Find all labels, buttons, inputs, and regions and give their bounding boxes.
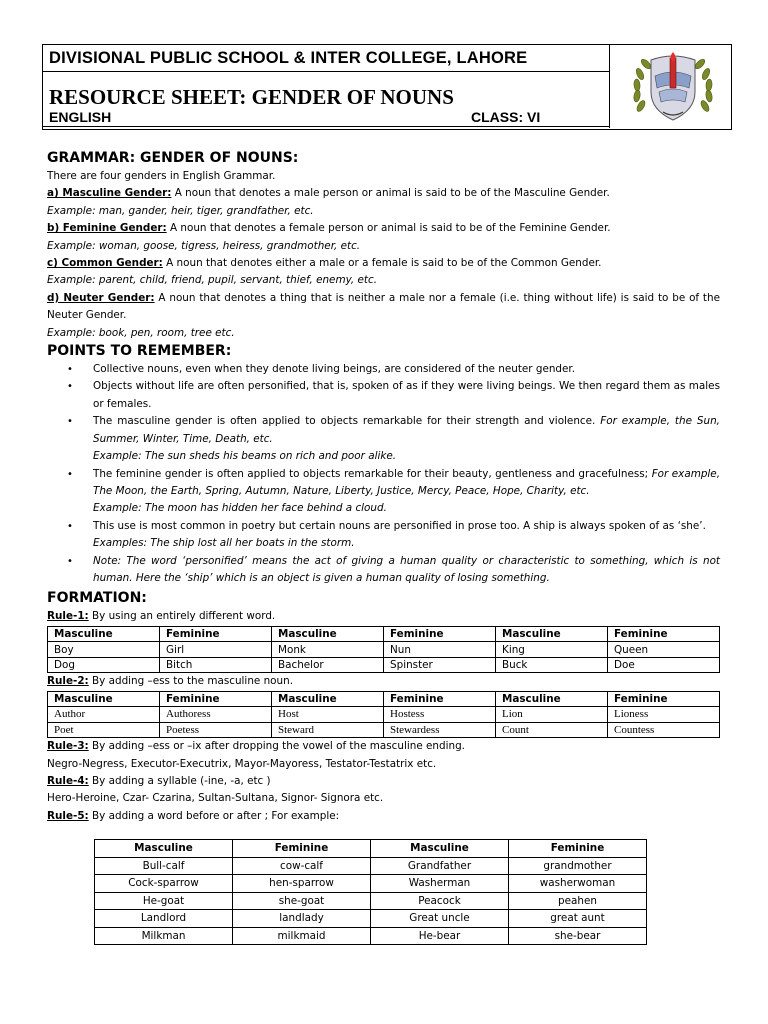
table-cell: great aunt bbox=[509, 910, 647, 928]
rule-label: Rule-1: bbox=[47, 610, 89, 623]
column-header: Feminine bbox=[608, 691, 720, 707]
column-header: Masculine bbox=[272, 691, 384, 707]
content bbox=[47, 150, 720, 945]
points-list bbox=[47, 361, 720, 587]
table-cell: Cock-sparrow bbox=[95, 875, 233, 893]
table-cell: peahen bbox=[509, 892, 647, 910]
common-example: Example: parent, child, friend, pupil, servant, thief, enemy, etc. bbox=[47, 274, 378, 287]
table-cell: milkmaid bbox=[233, 927, 371, 945]
table-header-row bbox=[95, 840, 647, 858]
table-cell: Hostess bbox=[384, 707, 496, 723]
rule-label: Rule-5: bbox=[47, 809, 89, 822]
points-heading: POINTS TO REMEMBER: bbox=[47, 343, 232, 360]
point-examples: For example, the Sun, Summer, Winter, Time, Death, etc. bbox=[93, 415, 720, 445]
table-cell: King bbox=[496, 642, 608, 658]
table-cell: she-bear bbox=[509, 927, 647, 945]
header-box bbox=[42, 44, 732, 130]
table-cell: Grandfather bbox=[371, 857, 509, 875]
rule-2 bbox=[47, 673, 720, 690]
table-cell: He-goat bbox=[95, 892, 233, 910]
table-row bbox=[48, 642, 720, 658]
formation-heading: FORMATION: bbox=[47, 590, 147, 607]
point-item: • Objects without life are often personified, that is, spoken of as if they were living beings. We then regard them as males or females. bbox=[93, 378, 720, 413]
table-cell: Spinster bbox=[384, 657, 496, 673]
table-cell: Lioness bbox=[608, 707, 720, 723]
table-cell: Stewardess bbox=[384, 722, 496, 738]
column-header: Feminine bbox=[233, 840, 371, 858]
feminine-text: A noun that denotes a female person or animal is said to be of the Feminine Gender. bbox=[166, 222, 611, 235]
table-cell: Lion bbox=[496, 707, 608, 723]
header-text-panel bbox=[43, 45, 610, 128]
column-header: Feminine bbox=[509, 840, 647, 858]
table-cell: grandmother bbox=[509, 857, 647, 875]
table-cell: washerwoman bbox=[509, 875, 647, 893]
feminine-label: b) Feminine Gender: bbox=[47, 222, 167, 235]
column-header: Feminine bbox=[608, 626, 720, 642]
table-cell: cow-calf bbox=[233, 857, 371, 875]
table-cell: Nun bbox=[384, 642, 496, 658]
point-text: This use is most common in poetry but certain nouns are personified in prose too. A ship is always spoken of as ‘she’. bbox=[93, 519, 706, 532]
point-text: The masculine gender is often applied to objects remarkable for their strength and violence. bbox=[93, 415, 601, 428]
point-item: • Note: The word ‘personified’ means the act of giving a human quality or characteristic to something, which is not human. Here the ‘ship’ which is an object is given a human quality of losing something. bbox=[93, 553, 720, 588]
point-example-sentence: Example: The sun sheds his beams on rich and poor alike. bbox=[93, 450, 397, 463]
column-header: Masculine bbox=[371, 840, 509, 858]
rule-text: By adding –ess to the masculine noun. bbox=[88, 675, 294, 688]
neuter-example: Example: book, pen, room, tree etc. bbox=[47, 326, 235, 339]
table-row bbox=[48, 722, 720, 738]
point-item bbox=[93, 466, 720, 518]
table-cell: Bitch bbox=[160, 657, 272, 673]
rule-text: By adding –ess or –ix after dropping the vowel of the masculine ending. bbox=[88, 740, 465, 753]
masculine-example: Example: man, gander, heir, tiger, grandfather, etc. bbox=[47, 204, 314, 217]
column-header: Feminine bbox=[160, 691, 272, 707]
table-cell: landlady bbox=[233, 910, 371, 928]
divider bbox=[43, 126, 609, 127]
grammar-heading: GRAMMAR: GENDER OF NOUNS: bbox=[47, 150, 299, 166]
feminine-definition bbox=[47, 220, 720, 237]
column-header: Masculine bbox=[95, 840, 233, 858]
rule-5-table bbox=[94, 839, 647, 945]
column-header: Masculine bbox=[496, 691, 608, 707]
table-row bbox=[95, 910, 647, 928]
table-cell: Peacock bbox=[371, 892, 509, 910]
rule-text: By adding a word before or after ; For example: bbox=[88, 809, 340, 822]
table-cell: Dog bbox=[48, 657, 160, 673]
point-text: The feminine gender is often applied to objects remarkable for their beauty, gentleness and gracefulness; bbox=[93, 467, 652, 480]
rule-2-table bbox=[47, 691, 720, 739]
column-header: Feminine bbox=[384, 626, 496, 642]
masculine-definition bbox=[47, 185, 720, 202]
column-header: Masculine bbox=[272, 626, 384, 642]
table-cell: hen-sparrow bbox=[233, 875, 371, 893]
rule-5 bbox=[47, 808, 720, 825]
point-item: • Collective nouns, even when they denote living beings, are considered of the neuter gender. bbox=[93, 361, 720, 378]
rule-3 bbox=[47, 738, 720, 755]
table-row bbox=[48, 707, 720, 723]
feminine-example: Example: woman, goose, tigress, heiress, grandmother, etc. bbox=[47, 239, 361, 252]
table-header-row bbox=[48, 691, 720, 707]
rule-text: By using an entirely different word. bbox=[88, 610, 276, 623]
table-cell: Landlord bbox=[95, 910, 233, 928]
common-label: c) Common Gender: bbox=[47, 257, 163, 270]
column-header: Feminine bbox=[160, 626, 272, 642]
neuter-text: A noun that denotes a thing that is neither a male nor a female (i.e. thing without life) is said to be of the Neuter Gender. bbox=[47, 291, 720, 322]
neuter-label: d) Neuter Gender: bbox=[47, 291, 155, 304]
table-cell: Poetess bbox=[160, 722, 272, 738]
point-item bbox=[93, 518, 720, 553]
rule-text: By adding a syllable (-ine, -a, etc ) bbox=[88, 774, 271, 787]
column-header: Masculine bbox=[48, 626, 160, 642]
common-definition bbox=[47, 255, 720, 272]
table-cell: Author bbox=[48, 707, 160, 723]
table-cell: Washerman bbox=[371, 875, 509, 893]
table-cell: Bachelor bbox=[272, 657, 384, 673]
page-title: RESOURCE SHEET: GENDER OF NOUNS bbox=[49, 85, 454, 109]
table-cell: Girl bbox=[160, 642, 272, 658]
table-cell: Great uncle bbox=[371, 910, 509, 928]
rule-3-examples: Negro-Negress, Executor-Executrix, Mayor-Mayoress, Testator-Testatrix etc. bbox=[47, 757, 437, 770]
table-cell: she-goat bbox=[233, 892, 371, 910]
point-examples: For example, The Moon, the Earth, Spring, Autumn, Nature, Liberty, Justice, Mercy, Peace, Hope, Charity, etc. bbox=[93, 467, 720, 497]
rule-1-table bbox=[47, 626, 720, 674]
divider bbox=[43, 71, 609, 72]
table-cell: Countess bbox=[608, 722, 720, 738]
table-cell: Queen bbox=[608, 642, 720, 658]
neuter-definition bbox=[47, 290, 720, 325]
table-cell: He-bear bbox=[371, 927, 509, 945]
rule-4-examples: Hero-Heroine, Czar- Czarina, Sultan-Sultana, Signor- Signora etc. bbox=[47, 792, 384, 805]
table-header-row bbox=[48, 626, 720, 642]
point-example-sentence: Example: The moon has hidden her face behind a cloud. bbox=[93, 502, 387, 515]
rule-label: Rule-2: bbox=[47, 675, 89, 688]
point-item bbox=[93, 413, 720, 465]
rule-label: Rule-3: bbox=[47, 740, 89, 753]
rule-1 bbox=[47, 608, 720, 625]
table-cell: Authoress bbox=[160, 707, 272, 723]
table-row bbox=[95, 892, 647, 910]
table-cell: Milkman bbox=[95, 927, 233, 945]
rule-label: Rule-4: bbox=[47, 774, 89, 787]
table-cell: Buck bbox=[496, 657, 608, 673]
table-cell: Bull-calf bbox=[95, 857, 233, 875]
table-cell: Host bbox=[272, 707, 384, 723]
subject-label: ENGLISH bbox=[49, 109, 112, 125]
table-cell: Boy bbox=[48, 642, 160, 658]
table-row bbox=[48, 657, 720, 673]
table-cell: Poet bbox=[48, 722, 160, 738]
school-name: DIVISIONAL PUBLIC SCHOOL & INTER COLLEGE, LAHORE bbox=[49, 49, 528, 67]
column-header: Feminine bbox=[384, 691, 496, 707]
rule-4 bbox=[47, 773, 720, 790]
grammar-intro: There are four genders in English Grammar. bbox=[47, 170, 276, 182]
masculine-label: a) Masculine Gender: bbox=[47, 187, 172, 200]
table-row bbox=[95, 927, 647, 945]
table-cell: Doe bbox=[608, 657, 720, 673]
table-row bbox=[95, 857, 647, 875]
masculine-text: A noun that denotes a male person or animal is said to be of the Masculine Gender. bbox=[171, 187, 610, 200]
table-cell: Steward bbox=[272, 722, 384, 738]
class-label: CLASS: VI bbox=[471, 109, 541, 125]
school-crest-logo bbox=[623, 48, 723, 126]
table-row bbox=[95, 875, 647, 893]
column-header: Masculine bbox=[496, 626, 608, 642]
column-header: Masculine bbox=[48, 691, 160, 707]
point-example-sentence: Examples: The ship lost all her boats in the storm. bbox=[93, 537, 355, 550]
table-cell: Monk bbox=[272, 642, 384, 658]
table-cell: Count bbox=[496, 722, 608, 738]
common-text: A noun that denotes either a male or a female is said to be of the Common Gender. bbox=[162, 257, 602, 270]
